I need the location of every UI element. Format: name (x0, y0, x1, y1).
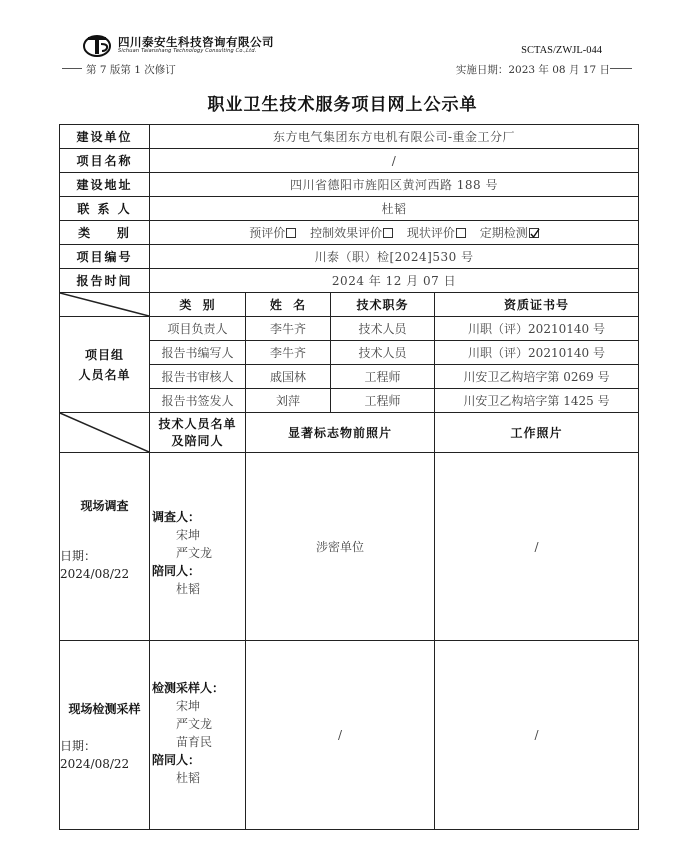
category-option-control (310, 226, 393, 240)
sampler-label: 检测采样人： (152, 681, 225, 695)
companion-name: 杜韬 (176, 582, 201, 596)
diagonal-line (60, 293, 149, 316)
photo-header-work: 工作照片 (435, 413, 639, 453)
effective-date: 实施日期：2023 年 08 月 17 日 (455, 64, 610, 76)
sampling-date-label: 日期： (60, 739, 97, 753)
sampling-people (152, 679, 224, 787)
address-value: 四川省德阳市旌阳区黄河西路 188 号 (150, 173, 639, 197)
member-role: 报告书编写人 (150, 341, 246, 365)
member-cert: 川职（评）20210140 号 (435, 341, 639, 365)
sampling-people-cell (150, 641, 246, 830)
member-role: 报告书签发人 (150, 389, 246, 413)
member-cert: 川职（评）20210140 号 (435, 317, 639, 341)
member-role: 项目负责人 (150, 317, 246, 341)
member-title: 技术人员 (331, 317, 435, 341)
checkbox-status-icon[interactable] (456, 228, 466, 238)
company-name-cn: 四川泰安生科技咨询有限公司 (118, 35, 274, 49)
member-name: 李牛齐 (246, 317, 331, 341)
photo-header-staff-line1: 技术人员名单 (158, 416, 237, 431)
member-cert: 川安卫乙构培字第 0269 号 (435, 365, 639, 389)
row-project-name (60, 149, 639, 173)
category-option-periodic (480, 226, 539, 240)
member-name: 刘萍 (246, 389, 331, 413)
checkbox-checked-icon[interactable] (529, 228, 539, 238)
survey-label-cell (60, 453, 150, 641)
team-header-cert: 资质证书号 (435, 293, 639, 317)
member-title: 技术人员 (331, 341, 435, 365)
diagonal-line (60, 413, 149, 452)
contact-label: 联 系 人 (60, 197, 150, 221)
category-label: 类 别 (60, 221, 150, 245)
companion-label: 陪同人： (152, 753, 201, 767)
unit-label: 建设单位 (60, 125, 150, 149)
survey-date-label: 日期： (60, 549, 97, 563)
photo-header-row (60, 413, 639, 453)
checkbox-control-icon[interactable] (383, 228, 393, 238)
sampling-work-photo: / (435, 641, 639, 830)
survey-row (60, 453, 639, 641)
team-group-label-1: 项目组 (84, 347, 124, 362)
unit-value: 东方电气集团东方电机有限公司-重金工分厂 (150, 125, 639, 149)
companion-name: 杜韬 (176, 771, 201, 785)
member-role: 报告书审核人 (150, 365, 246, 389)
company-logo (82, 32, 322, 60)
category-option-control-label: 控制效果评价 (310, 226, 383, 240)
team-group-label (60, 317, 150, 413)
report-time-value: 2024 年 12 月 07 日 (150, 269, 639, 293)
row-contact (60, 197, 639, 221)
sampler-name: 宋坤 (176, 699, 201, 713)
investigator-label: 调查人： (152, 510, 201, 524)
survey-work-photo: / (435, 453, 639, 641)
category-option-status-label: 现状评价 (406, 226, 455, 240)
company-name-en: Sichuan Taianshang Technology Consulting Co.,Ltd. (118, 48, 257, 54)
checkbox-pre-icon[interactable] (286, 228, 296, 238)
sampling-row (60, 641, 639, 830)
photo-header-landmark: 显著标志物前照片 (246, 413, 435, 453)
team-header-row (60, 293, 639, 317)
sampling-date: 2024/08/22 (60, 757, 130, 771)
version-text: 第 7 版第 1 次修订 (86, 64, 176, 76)
photo-header-staff (150, 413, 246, 453)
category-option-pre-label: 预评价 (249, 226, 286, 240)
category-options (150, 221, 639, 245)
row-report-time (60, 269, 639, 293)
team-header-name: 姓 名 (246, 293, 331, 317)
disclosure-form (59, 124, 639, 830)
member-cert: 川安卫乙构培字第 1425 号 (435, 389, 639, 413)
team-row (60, 317, 639, 341)
row-unit (60, 125, 639, 149)
sampling-title: 现场检测采样 (68, 702, 141, 716)
row-category (60, 221, 639, 245)
row-address (60, 173, 639, 197)
project-name-label: 项目名称 (60, 149, 150, 173)
page-title: 职业卫生技术服务项目网上公示单 (207, 95, 478, 115)
member-name: 戚国林 (246, 365, 331, 389)
sampling-date-block (60, 737, 129, 773)
team-group-label-2: 人员名单 (78, 367, 131, 382)
team-header-category: 类 别 (150, 293, 246, 317)
category-option-status (407, 226, 466, 240)
company-logo-icon (82, 32, 114, 58)
survey-landmark-photo: 涉密单位 (246, 453, 435, 641)
survey-date-block (60, 547, 129, 583)
survey-title: 现场调查 (80, 499, 129, 513)
sampler-name: 严文龙 (176, 717, 213, 731)
sampling-label-cell (60, 641, 150, 830)
sampler-name: 苗育民 (176, 735, 213, 749)
category-option-periodic-label: 定期检测 (479, 226, 528, 240)
survey-people (152, 508, 212, 598)
team-header-title: 技术职务 (331, 293, 435, 317)
investigator-name: 严文龙 (176, 546, 213, 560)
number-label: 项目编号 (60, 245, 150, 269)
investigator-name: 宋坤 (176, 528, 201, 542)
row-number (60, 245, 639, 269)
header-rule-left (62, 68, 82, 69)
project-name-value: / (150, 149, 639, 173)
report-time-label: 报告时间 (60, 269, 150, 293)
member-name: 李牛齐 (246, 341, 331, 365)
address-label: 建设地址 (60, 173, 150, 197)
sampling-landmark-photo: / (246, 641, 435, 830)
diagonal-cell (60, 293, 150, 317)
number-value: 川泰（职）检[2024]530 号 (150, 245, 639, 269)
member-title: 工程师 (331, 389, 435, 413)
contact-value: 杜韬 (150, 197, 639, 221)
diagonal-cell (60, 413, 150, 453)
photo-header-staff-line2: 及陪同人 (171, 433, 224, 448)
category-option-pre (249, 226, 296, 240)
companion-label: 陪同人： (152, 564, 201, 578)
document-code: SCTAS/ZWJL-044 (521, 45, 602, 56)
survey-date: 2024/08/22 (60, 567, 130, 581)
survey-people-cell (150, 453, 246, 641)
member-title: 工程师 (331, 365, 435, 389)
header-rule-right (610, 68, 632, 69)
